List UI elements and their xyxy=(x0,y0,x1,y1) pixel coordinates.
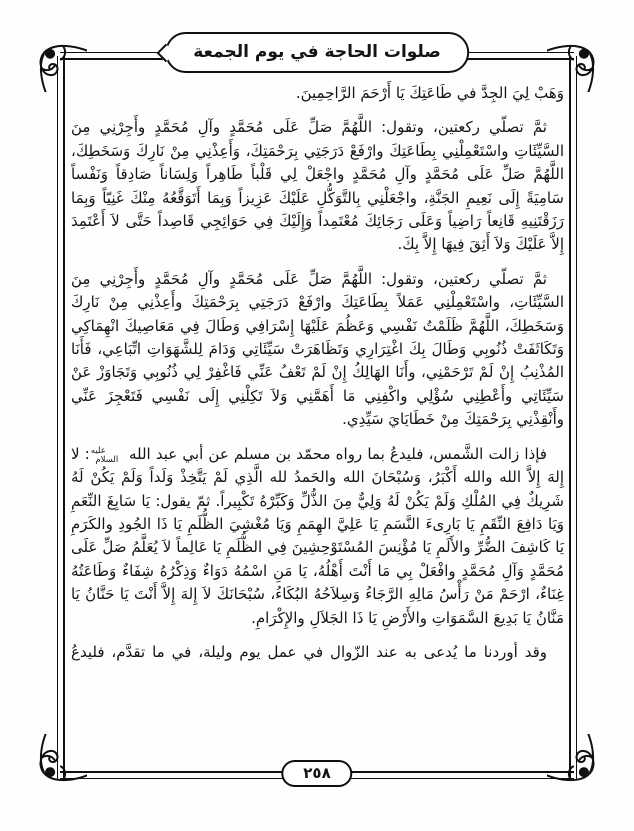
page-number-box xyxy=(281,760,352,787)
corner-flourish-icon xyxy=(33,734,87,788)
frame-left-rule xyxy=(57,56,65,780)
page-body xyxy=(71,82,564,675)
paragraph-continuation: وَهَبْ لِيَ الجِدَّ في طَاعَتِكَ يَا أَرْحَمَ الرَّاحِمِينَ. xyxy=(295,84,564,102)
paragraph-hadith xyxy=(71,443,564,630)
hadith-supplication: : لا إِلهَ إِلاَّ الله والله أَكْبَرُ، وَسُبْحَانَ الله والحَمدُ لله الَّذِي لَمْ يَتَّخِذْ وَلَداً وَلَمْ يَكُنْ لَهُ شَرِيكٌ فِي المُلْكِ وَلَمْ يَكُنْ لَهُ وَلِيٌّ مِنَ الذُّلِّ وَكَبِّرْهُ تَكْبِيراً. ثمّ يقول: يَا سَابِغَ النِّعَمِ وَيَا دَافِعَ النِّقَمِ يَا بَارِىءَ النَّسَمِ يَا عَلِيَّ الهِمَمِ وَيَا مُغْشِيَ الظُّلَمِ يَا ذَا الجُودِ والكَرَمِ يَا كَاشِفَ الضُّرِّ والأَلَمِ يَا مُؤْنِسَ المُسْتَوْحِشِينَ فِي الظُّلَمِ يَا عَالِماً لاَ يُعَلَّمُ صَلِّ عَلَى مُحَمَّدٍ وَآلِ مُحَمَّدٍ وافْعَلْ بِي مَا أَنْتَ أَهْلُهُ، يَا مَنِ اسْمُهُ دَوَاءٌ وَذِكْرُهُ شِفَاءٌ وَطَاعَتُهُ غِنَاءٌ، ارْحَمْ مَنْ رَأْسُ مَالِهِ الرَّجَاءُ وَسِلاَحُهُ البُكَاءُ، سُبْحَانَكَ لاَ إِلهَ إِلاَّ أَنْتَ يَا حَنَّانُ يَا مَنَّانُ يَا بَدِيعَ السَّمَوَاتِ والأَرْضِ يَا ذَا الجَلاَلِ والإِكْرَامِ. xyxy=(71,444,564,627)
page-number: ٢٥٨ xyxy=(303,764,331,782)
frame-right-rule xyxy=(569,56,577,780)
hadith-intro: فإذا زالت الشَّمس، فليدعُ بما رواه محمّد بن مسلم عن أبي عبد الله xyxy=(128,444,547,463)
paragraph-closing: وقد أوردنا ما يُدعى به عند الزّوال في عمل يوم وليلة، في ما تقدَّم، فليدعُ xyxy=(71,642,547,661)
paragraph-prayer-first: ثمَّ تصلّي ركعتين، وتقول: اللَّهُمَّ صَلِّ عَلَى مُحَمَّدٍ وآلِ مُحَمَّدٍ وأَجِرْنِي مِنَ السَّيِّئَاتِ واسْتَعْمِلْنِي بِطَاعَتِكَ وارْفَعْ دَرَجَتِي بِرَحْمَتِكَ، وَأَعِذْنِي مِنْ نَارِكَ وَسَخَطِكَ، اللَّهُمَّ صَلِّ عَلَى مُحَمَّدٍ وآلِ مُحَمَّدٍ واجْعَلْ لِي قَلْباً طَاهِراً وَلِسَاناً صَادِقاً وَنَفْساً سَامِيَةً إِلَى نَعِيمِ الجَنَّةِ، واجْعَلْنِي بِالتَّوَكُّلِ عَلَيْكَ عَزِيزاً وَبِمَا أَتَوَقَّعُهُ مِنْكَ غَنِيّاً وَبِمَا رَزَقْتَنِيهِ قَانِعاً رَاضِياً وَعَلَى رَجَائِكَ مُعْتَمِداً وَإِلَيْكَ فِي حَوَائِجِي قَاصِداً حَتَّى لاَ أَعْتَمِدَ إِلاَّ عَلَيْكَ وَلاَ أَثِقَ فِيهَا إِلاَّ بِكَ. xyxy=(71,118,564,254)
honorific-symbol: عليه السلام xyxy=(90,446,119,465)
chapter-title-box xyxy=(165,32,469,73)
paragraph-prayer-second: ثمَّ تصلّي ركعتين، وتقول: اللَّهُمَّ صَلِّ عَلَى مُحَمَّدٍ وآلِ مُحَمَّدٍ وأَجِرْنِي مِنَ السَّيِّئَاتِ، واسْتَعْمِلْنِي عَمَلاً بِطَاعَتِكَ وارْفَعْ دَرَجَتِي بِرَحْمَتِكَ وأَعِذْنِي مِنْ نَارِكَ وَسَخَطِكَ، اللَّهُمَّ ظَلَمْتُ نَفْسِي وَعَظُمَ عَلَيْهَا إِسْرَافِي وَطَالَ فِي مَعَاصِيكَ انْهِمَاكِي وَتَكَاثَفَتْ ذُنُوبِي وَطَالَ بِكَ اغْتِرَارِي وَتَظَاهَرَتْ سَيِّئَاتِي وَدَامَ لِلشَّهَوَاتِ اتِّبَاعِي، فَأَنَا المُذْنِبُ إِنْ لَمْ تَرْحَمْنِي، وأَنَا الهَالِكُ إِنْ لَمْ تَعْفُ عَنِّي فَاغْفِرْ لِي ذُنُوبِي وَتَجَاوَزْ عَنْ سَيِّئَاتِي وأَعْطِنِي سُؤْلِي واكْفِنِي مَا أَهَمَّنِي وَلاَ تَكِلْنِي إِلَى نَفْسِي فَتَعْجِزَ عَنِّي وأَنْقِذْنِي بِرَحْمَتِكَ مِنْ خَطَايَايَ سَيِّدِي. xyxy=(71,269,564,429)
chapter-title: صلوات الحاجة في يوم الجمعة xyxy=(193,42,441,62)
corner-flourish-icon xyxy=(547,734,601,788)
